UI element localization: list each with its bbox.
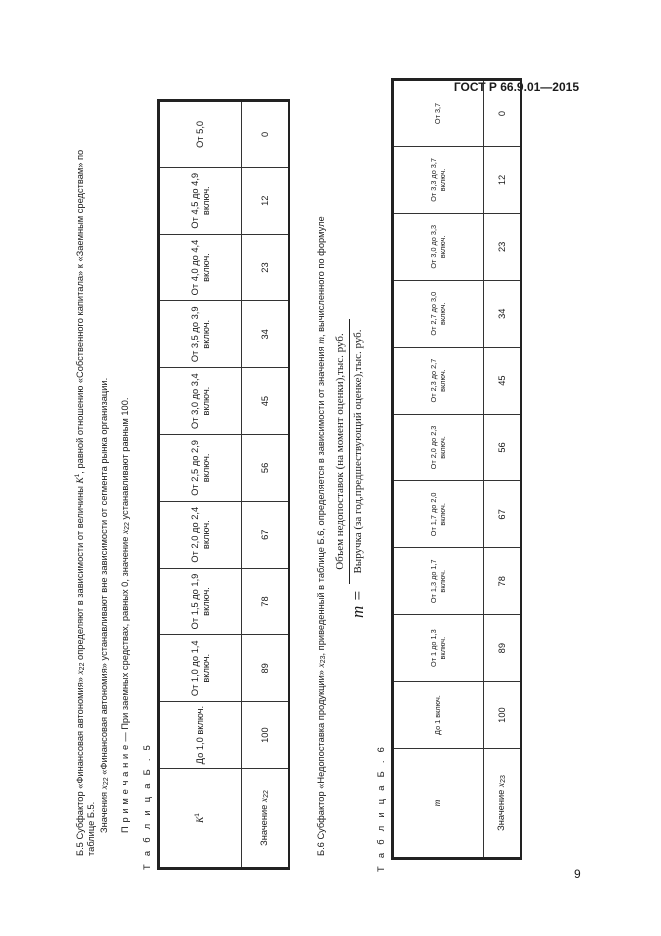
table-b5-range: От 1,5 до 1,9 включ.: [159, 568, 242, 635]
table-b5-range: От 2,5 до 2,9 включ.: [159, 435, 242, 502]
table-b5-value: 78: [242, 568, 290, 635]
table-b5-header-value: Значение x22: [242, 769, 290, 869]
table-b5-header-k: $K^1$: [159, 769, 242, 869]
table-b5-note: П р и м е ч а н и е — При заемных средствах, равных 0, значение x22 устанавливают равным 100.: [120, 397, 131, 833]
table-b6-value: 0: [484, 80, 522, 147]
table-b5: [157, 99, 290, 870]
table-b6-range: От 2,3 до 2,7 включ.: [393, 347, 484, 414]
table-b6-range: От 3,0 до 3,3 включ.: [393, 213, 484, 280]
table-b6-value: 89: [484, 615, 522, 682]
table-b6-value: 45: [484, 347, 522, 414]
table-b6-value: 100: [484, 682, 522, 749]
table-b6-caption: Т а б л и ц а Б . 6: [376, 744, 386, 872]
page-number: 9: [574, 867, 581, 881]
table-b6-range: От 2,7 до 3,0 включ.: [393, 280, 484, 347]
table-b6: [391, 78, 522, 860]
table-b6-value: 23: [484, 213, 522, 280]
section-b5-line2: таблице Б.5.: [86, 801, 96, 856]
table-b5-value: 45: [242, 368, 290, 435]
table-b5-range: До 1,0 включ.: [159, 702, 242, 769]
table-b6-value: 56: [484, 414, 522, 481]
table-b6-range: От 1 до 1,3 включ.: [393, 615, 484, 682]
table-b5-value: 0: [242, 101, 290, 168]
table-b5-value: 12: [242, 167, 290, 234]
formula-lhs: m =: [348, 590, 367, 618]
table-b5-value: 34: [242, 301, 290, 368]
table-b6-header-m: m: [393, 749, 484, 859]
section-b5-line3: Значения x22 «Финансовая автономия» устанавливают вне зависимости от сегмента рынка организации.: [99, 377, 110, 833]
table-b5-range: От 3,5 до 3,9 включ.: [159, 301, 242, 368]
table-b6-range: От 3,7: [393, 80, 484, 147]
table-b5-range: От 3,0 до 3,4 включ.: [159, 368, 242, 435]
table-b5-value: 56: [242, 435, 290, 502]
table-b6-value: 78: [484, 548, 522, 615]
table-b5-range: От 1,0 до 1,4 включ.: [159, 635, 242, 702]
table-b6-range: От 3,3 до 3,7 включ.: [393, 146, 484, 213]
table-b6-range: До 1 включ.: [393, 682, 484, 749]
formula-numerator: Объем недопоставок (на момент оценки),тыс. руб.: [334, 333, 346, 570]
table-b5-value: 100: [242, 702, 290, 769]
table-b6-value: 12: [484, 146, 522, 213]
table-b5-range: От 5,0: [159, 101, 242, 168]
table-b5-range: От 4,0 до 4,4 включ.: [159, 234, 242, 301]
table-b6-header-value: Значение x23: [484, 749, 522, 859]
table-b5-value: 89: [242, 635, 290, 702]
section-b5-line1: Б.5 Субфактор «Финансовая автономия» x22 определяют в зависимости от величины $K^1$, равной отношению «Собственного капитала» к «Заемным средствам» по: [74, 149, 86, 856]
document-header: ГОСТ Р 66.9.01—2015: [453, 80, 579, 94]
formula: [328, 318, 388, 618]
table-b6-range: От 1,7 до 2,0 включ.: [393, 481, 484, 548]
fraction-bar: [349, 319, 350, 584]
formula-denominator: Выручка (за год,предшествующий оценке),тыс. руб.: [352, 329, 364, 574]
table-b6-range: От 2,0 до 2,3 включ.: [393, 414, 484, 481]
table-b6-range: От 1,3 до 1,7 включ.: [393, 548, 484, 615]
table-b5-caption: Т а б л и ц а Б . 5: [142, 742, 152, 870]
table-b5-range: От 4,5 до 4,9 включ.: [159, 167, 242, 234]
section-b6-line: Б.6 Субфактор «Недопоставка продукции» x23, приведенный в таблице Б.6, определяется в зависимости от значения m, вычисленного по формуле: [316, 216, 327, 856]
table-b5-range: От 2,0 до 2,4 включ.: [159, 501, 242, 568]
table-b6-value: 34: [484, 280, 522, 347]
table-b5-value: 67: [242, 501, 290, 568]
table-b6-value: 67: [484, 481, 522, 548]
table-b5-value: 23: [242, 234, 290, 301]
